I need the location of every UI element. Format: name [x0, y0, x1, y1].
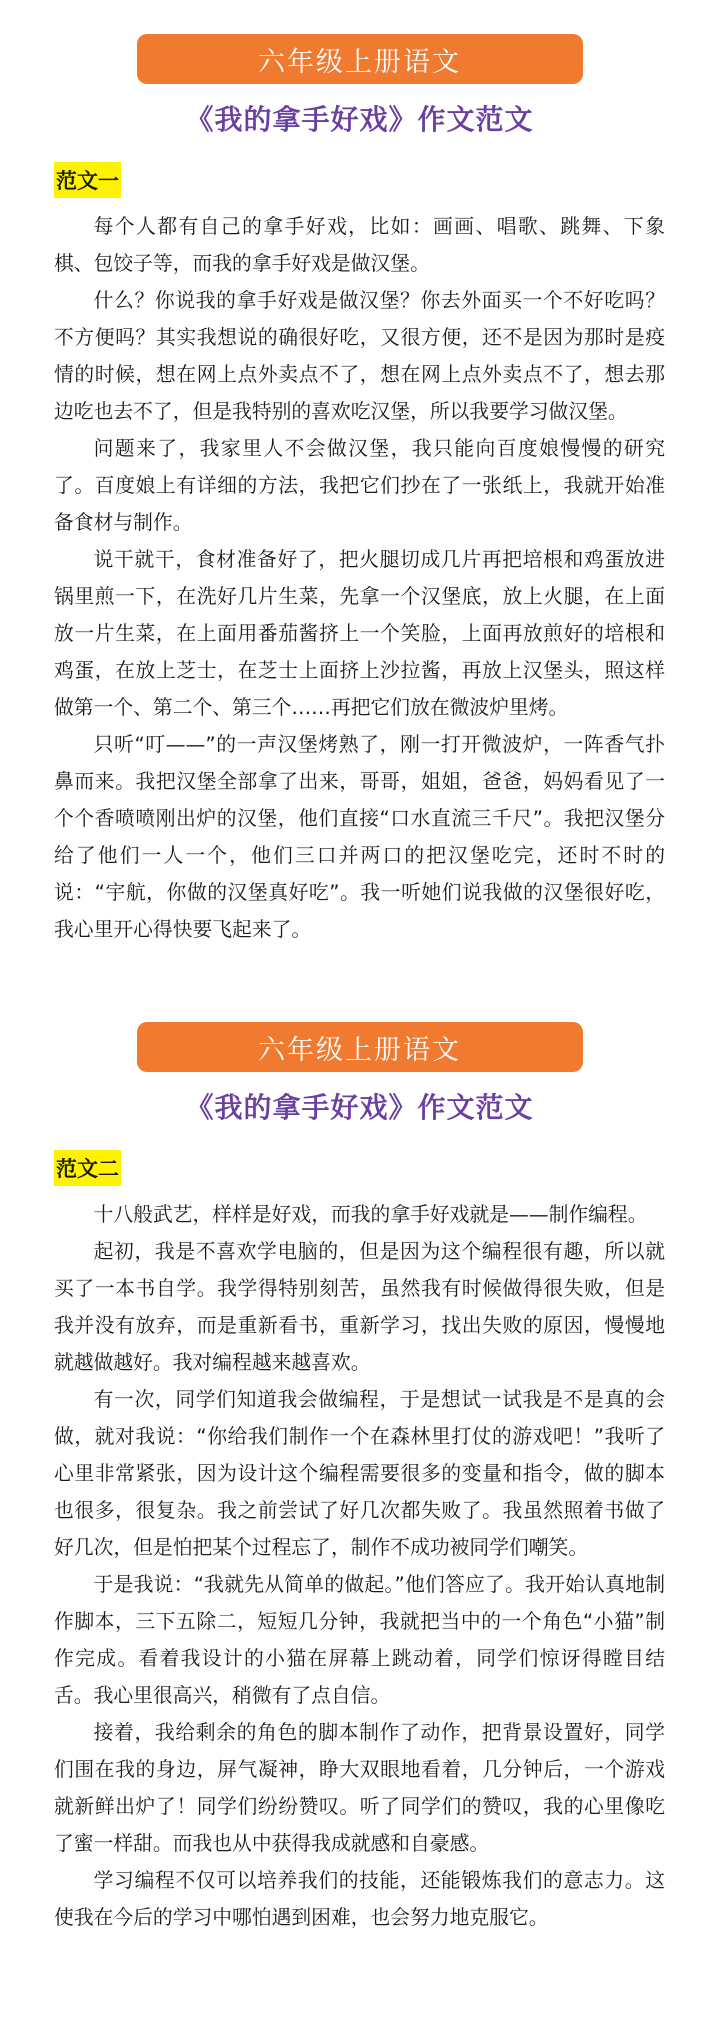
essay-paragraph: 接着，我给剩余的角色的脚本制作了动作，把背景设置好，同学们围在我的身边，屏气凝神，睁大双眼地看着，几分钟后，一个游戏就新鲜出炉了！同学们纷纷赞叹。听了同学们的赞叹，我的心里像吃了蜜一样甜。而我也从中获得我成就感和自豪感。 [54, 1721, 665, 1855]
essay-section-2 [0, 948, 719, 1936]
essay-paragraph: 十八般武艺，样样是好戏，而我的拿手好戏就是——制作编程。 [93, 1203, 648, 1226]
essay-paragraph: 说干就干，食材准备好了，把火腿切成几片再把培根和鸡蛋放进锅里煎一下，在洗好几片生菜，先拿一个汉堡底，放上火腿，在上面放一片生菜，在上面用番茄酱挤上一个笑脸，上面再放煎好的培根和鸡蛋，在放上芝士，在芝士上面挤上沙拉酱，再放上汉堡头，照这样做第一个、第二个、第三个……再把它们放在微波炉里烤。 [54, 548, 665, 719]
essay-paragraph: 学习编程不仅可以培养我们的技能，还能锻炼我们的意志力。这使我在今后的学习中哪怕遇到困难，也会努力地克服它。 [54, 1869, 665, 1929]
essay-paragraph: 每个人都有自己的拿手好戏，比如：画画、唱歌、跳舞、下象棋、包饺子等，而我的拿手好戏是做汉堡。 [54, 215, 665, 275]
sample-essay-tag: 范文二 [54, 1150, 121, 1186]
grade-banner: 六年级上册语文 [137, 1022, 583, 1072]
essay-paragraph: 有一次，同学们知道我会做编程，于是想试一试我是不是真的会做，就对我说：“你给我们制作一个在森林里打仗的游戏吧！”我听了心里非常紧张，因为设计这个编程需要很多的变量和指令，做的脚本也很多，很复杂。我之前尝试了好几次都失败了。我虽然照着书做了好几次，但是怕把某个过程忘了，制作不成功被同学们嘲笑。 [54, 1388, 665, 1559]
essay-paragraph: 起初，我是不喜欢学电脑的，但是因为这个编程很有趣，所以就买了一本书自学。我学得特别刻苦，虽然我有时候做得很失败，但是我并没有放弃，而是重新看书，重新学习，找出失败的原因，慢慢地就越做越好。我对编程越来越喜欢。 [54, 1240, 665, 1374]
grade-banner: 六年级上册语文 [137, 34, 583, 84]
essay-paragraph: 什么？你说我的拿手好戏是做汉堡？你去外面买一个不好吃吗？不方便吗？其实我想说的确很好吃，又很方便，还不是因为那时是疫情的时候，想在网上点外卖点不了，想在网上点外卖点不了，想去那边吃也去不了，但是我特别的喜欢吃汉堡，所以我要学习做汉堡。 [54, 289, 665, 423]
sample-essay-tag: 范文一 [54, 162, 121, 198]
essay-title: 《我的拿手好戏》作文范文 [185, 103, 534, 136]
essay-section-1 [0, 0, 719, 948]
essay-title: 《我的拿手好戏》作文范文 [185, 1091, 534, 1124]
essay-paragraph: 于是我说：“我就先从简单的做起。”他们答应了。我开始认真地制作脚本，三下五除二，短短几分钟，我就把当中的一个角色“小猫”制作完成。看着我设计的小猫在屏幕上跳动着，同学们惊讶得瞠目结舌。我心里很高兴，稍微有了点自信。 [54, 1573, 665, 1707]
essay-paragraph: 只听“叮——”的一声汉堡烤熟了，刚一打开微波炉，一阵香气扑鼻而来。我把汉堡全部拿了出来，哥哥，姐姐，爸爸，妈妈看见了一个个香喷喷刚出炉的汉堡，他们直接“口水直流三千尺”。我把汉堡分给了他们一人一个，他们三口并两口的把汉堡吃完，还时不时的说：“宇航，你做的汉堡真好吃”。我一听她们说我做的汉堡很好吃，我心里开心得快要飞起来了。 [54, 733, 665, 941]
essay-paragraph: 问题来了，我家里人不会做汉堡，我只能向百度娘慢慢的研究了。百度娘上有详细的方法，我把它们抄在了一张纸上，我就开始准备食材与制作。 [54, 437, 665, 534]
